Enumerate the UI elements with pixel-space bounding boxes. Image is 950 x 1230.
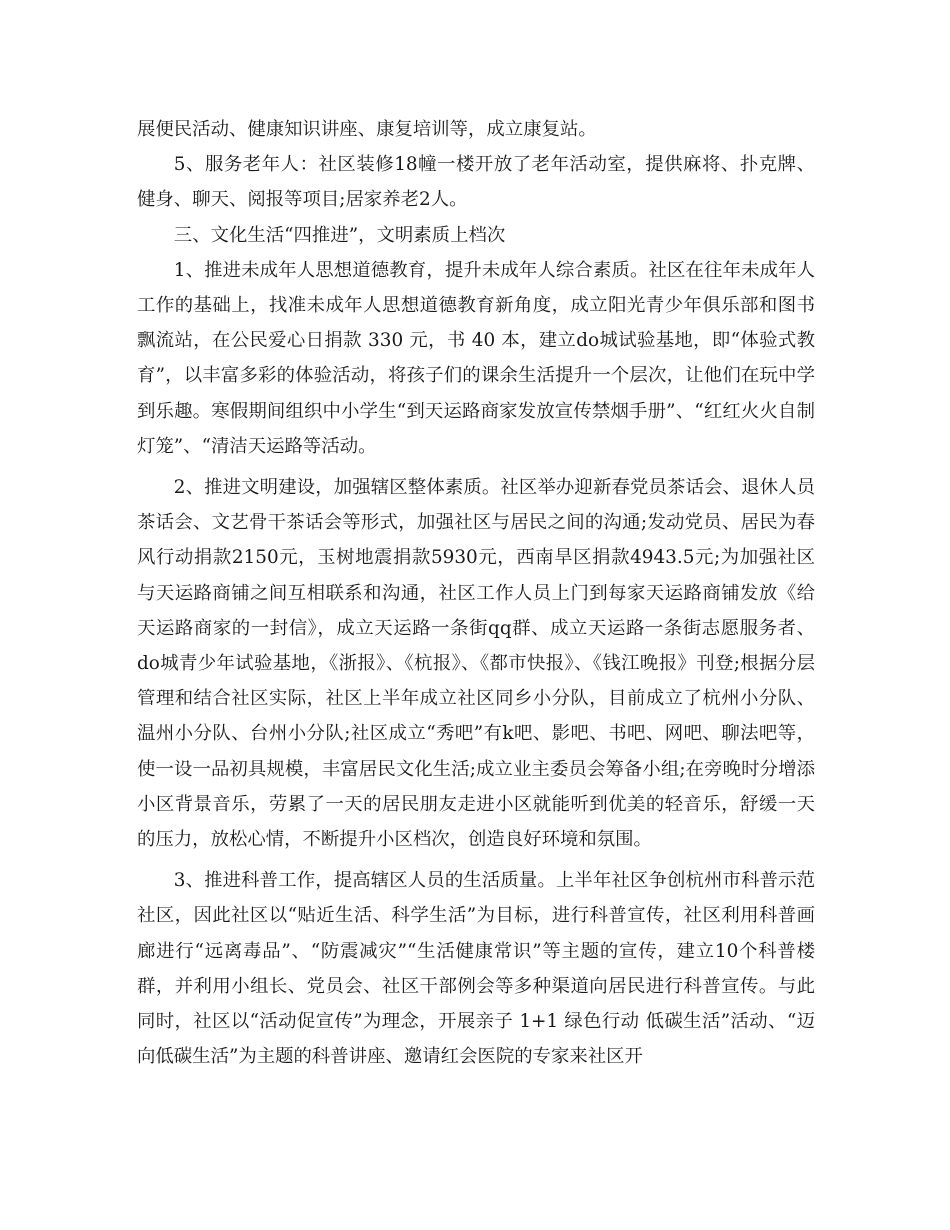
paragraph-civilization: 2、推进文明建设，加强辖区整体素质。社区举办迎新春党员茶话会、退休人员茶话会、文艺骨干茶话会等形式，加强社区与居民之间的沟通;发动党员、居民为春风行动捐款2150元，玉树地震捐款5930元，西南旱区捐款4943.5元;为加强社区与天运路商铺之间互相联系和沟通，社区工作人员上门到每家天运路商铺发放《给天运路商家的一封信》，成立天运路一条街qq群、成立天运路一条街志愿服务者、do城青少年试验基地，《浙报》、《杭报》、《都市快报》、《钱江晚报》刊登;根据分层管理和结合社区实际，社区上半年成立社区同乡小分队，目前成立了杭州小分队、温州小分队、台州小分队;社区成立“秀吧”有k吧、影吧、书吧、网吧、聊法吧等，使一设一品初具规模，丰富居民文化生活;成立业主委员会筹备小组;在旁晚时分增添小区背景音乐，劳累了一天的居民朋友走进小区就能听到优美的轻音乐，舒缓一天的压力，放松心情，不断提升小区档次，创造良好环境和氛围。 <box>137 477 815 851</box>
paragraph-science: 3、推进科普工作，提高辖区人员的生活质量。上半年社区争创杭州市科普示范社区，因此社区以“贴近生活、科学生活”为目标，进行科普宣传，社区利用科普画廊进行“远离毒品”、“防震减灾”“生活健康常识”等主题的宣传，建立10个科普楼群，并利用小组长、党员会、社区干部例会等多种渠道向居民进行科普宣传。与此同时，社区以“活动促宣传”为理念，开展亲子 1+1 绿色行动 低碳生活”活动、“迈向低碳生活”为主题的科普讲座、邀请红会医院的专家来社区开 <box>137 870 815 1068</box>
paragraph-youth-education: 1、推进未成年人思想道德教育，提升未成年人综合素质。社区在往年未成年人工作的基础上，找准未成年人思想道德教育新角度，成立阳光青少年俱乐部和图书飘流站，在公民爱心日捐款 330 元，书 40 本，建立do城试验基地，即“体验式教育”，以丰富多彩的体验活动，将孩子们的课余生活提升一个层次，让他们在玩中学到乐趣。寒假期间组织中小学生“到天运路商家发放宣传禁烟手册”、“红红火火自制灯笼”、“清洁天运路等活动。 <box>137 259 815 457</box>
document-body <box>137 112 815 1074</box>
paragraph-continuation: 展便民活动、健康知识讲座、康复培训等，成立康复站。 <box>137 119 597 140</box>
section-heading-culture: 三、文化生活“四推进”，文明素质上档次 <box>173 224 506 246</box>
paragraph-elderly-service: 5、服务老年人：社区装修18幢一楼开放了老年活动室，提供麻将、扑克牌、健身、聊天、阅报等项目;居家养老2人。 <box>137 154 815 211</box>
